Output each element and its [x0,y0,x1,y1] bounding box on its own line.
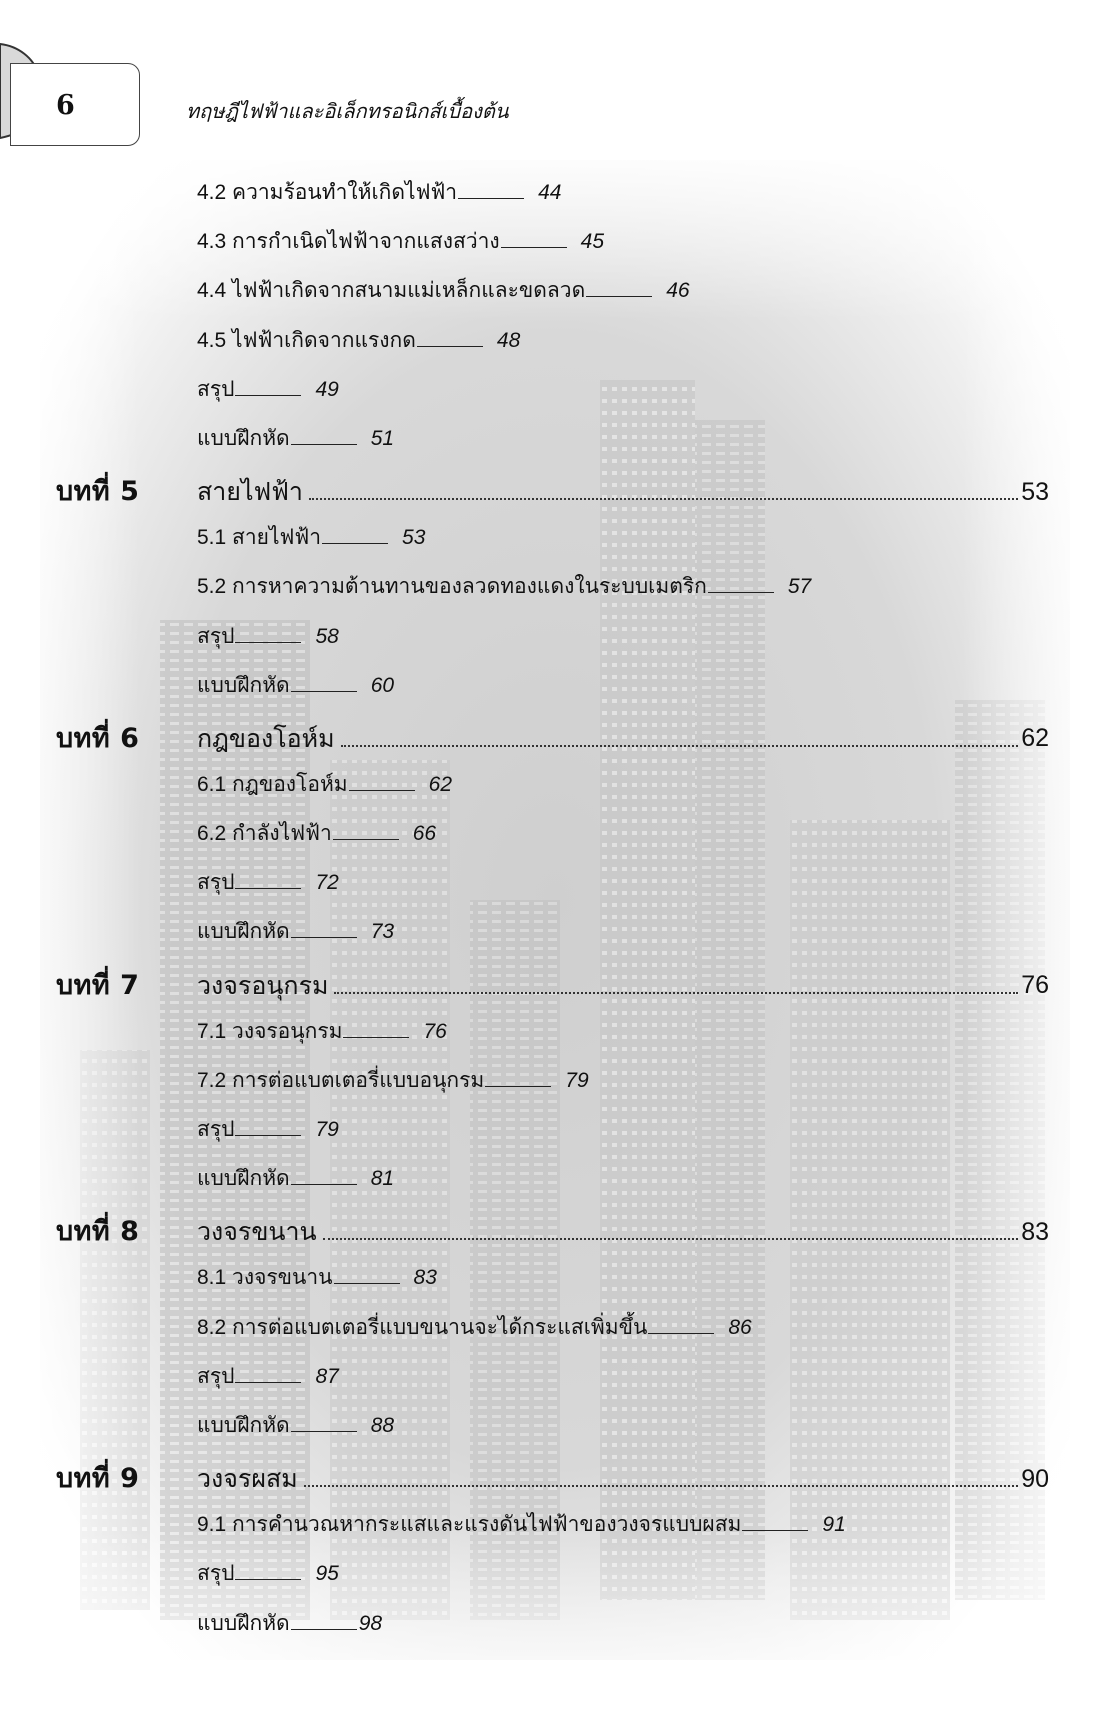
section-title: สรุป [197,624,235,648]
chapter-page-number: 90 [1021,1464,1049,1493]
section-page-number: 87 [315,1364,339,1388]
section-page-number: 91 [822,1513,846,1537]
section-page-number: 86 [728,1315,752,1339]
toc-section-row[interactable] [0,616,1102,665]
section-page-number: 49 [315,377,339,401]
section-page-number: 73 [370,920,395,944]
toc-section-row[interactable] [0,1553,1102,1602]
leader-line [417,345,483,347]
section-title: แบบฝึกหัด [197,1167,290,1191]
section-page-number: 62 [428,772,452,796]
chapter-label: บทที่ 9 [56,1463,140,1495]
dot-leader [304,1485,1018,1487]
toc-section-row[interactable] [0,418,1102,467]
leader-line [291,1628,357,1630]
section-page-number: 66 [412,822,437,846]
leader-line [501,246,567,248]
section-title: 6.2 กำลังไฟฟ้า [197,822,332,846]
chapter-page-number: 53 [1021,477,1049,506]
section-title: 5.2 การหาความต้านทานของลวดทองแดงในระบบเมตริก [197,575,707,599]
chapter-title: วงจรขนาน [197,1218,317,1247]
chapter-title: กฎของโอห์ม [197,724,335,753]
section-page-number: 60 [370,673,395,697]
leader-line [648,1332,714,1334]
section-page-number: 79 [565,1068,589,1092]
section-title: 4.2 ความร้อนทำให้เกิดไฟฟ้า [197,181,458,204]
section-page-number: 57 [787,575,812,599]
section-title: 7.1 วงจรอนุกรม [197,1019,343,1043]
section-page-number: 95 [315,1562,339,1586]
section-page-number: 51 [370,426,395,450]
section-page-number: 45 [580,230,605,254]
chapter-entry [197,1207,1049,1257]
section-title: 8.1 วงจรขนาน [197,1266,333,1290]
toc-section-row[interactable] [0,1257,1102,1306]
toc-section-row[interactable] [0,862,1102,911]
chapter-label: บทที่ 8 [56,1216,140,1248]
leader-line [458,197,524,199]
chapter-label: บทที่ 6 [56,722,140,754]
section-title: แบบฝึกหัด [197,673,290,697]
leader-line [334,1282,400,1284]
section-title: 7.2 การต่อแบตเตอรี่แบบอนุกรม [197,1068,485,1092]
toc-chapter-row[interactable] [0,1207,1102,1257]
section-title: แบบฝึกหัด [197,426,290,450]
toc-chapter-row[interactable] [0,961,1102,1011]
toc-section-row[interactable] [0,1405,1102,1454]
section-title: 4.3 การกำเนิดไฟฟ้าจากแสงสว่าง [197,230,500,254]
leader-line [235,641,301,643]
leader-line [343,1036,409,1038]
section-title: 5.1 สายไฟฟ้า [197,526,322,550]
dot-leader [334,992,1018,994]
toc-section-row[interactable] [0,221,1102,270]
section-title: 9.1 การคำนวณหากระแสและแรงดันไฟฟ้าของวงจรแบบผสม [197,1513,742,1537]
section-page-number: 46 [666,279,690,303]
toc-chapter-row[interactable] [0,467,1102,517]
section-title: 4.5 ไฟฟ้าเกิดจากแรงกด [197,328,416,352]
chapter-page-number: 83 [1021,1217,1049,1246]
section-page-number: 72 [315,871,339,895]
toc-section-row[interactable] [0,320,1102,369]
leader-line [485,1085,551,1087]
toc-section-row[interactable] [0,566,1102,615]
toc-section-row[interactable] [0,270,1102,319]
table-of-contents [0,172,1102,1652]
toc-section-row[interactable] [0,172,1102,221]
section-page-number: 81 [370,1167,395,1191]
chapter-title: วงจรผสม [197,1465,298,1494]
section-page-number: 76 [423,1019,447,1043]
section-title: แบบฝึกหัด [197,1611,290,1635]
section-title: สรุป [197,377,235,401]
dot-leader [341,745,1019,747]
chapter-entry [197,467,1049,517]
leader-line [291,443,357,445]
chapter-title: สายไฟฟ้า [197,478,303,507]
section-page-number: 48 [496,328,521,352]
toc-section-row[interactable] [0,665,1102,714]
chapter-entry [197,1454,1049,1504]
toc-chapter-row[interactable] [0,1454,1102,1504]
section-title: สรุป [197,1364,235,1388]
toc-section-row[interactable] [0,1060,1102,1109]
leader-line [235,1578,301,1580]
toc-section-row[interactable] [0,1307,1102,1356]
page-number: 6 [56,90,75,121]
leader-line [333,838,399,840]
section-title: แบบฝึกหัด [197,1413,290,1437]
toc-chapter-row[interactable] [0,714,1102,764]
toc-section-row[interactable] [0,1356,1102,1405]
chapter-label: บทที่ 5 [56,476,140,508]
section-title: 4.4 ไฟฟ้าเกิดจากสนามแม่เหล็กและขดลวด [197,279,586,303]
chapter-page-number: 62 [1021,724,1049,753]
leader-line [291,936,357,938]
section-title: แบบฝึกหัด [197,920,290,944]
toc-section-row[interactable] [0,1504,1102,1553]
chapter-page-number: 76 [1021,971,1049,1000]
section-page-number: 83 [413,1266,437,1290]
leader-line [322,542,388,544]
book-title: ทฤษฎีไฟฟ้าและอิเล็กทรอนิกส์เบื้องต้น [186,99,509,123]
leader-line [586,295,652,297]
leader-line [291,690,357,692]
leader-line [742,1529,808,1531]
toc-section-row[interactable] [0,911,1102,960]
leader-line [235,394,301,396]
chapter-entry [197,714,1049,764]
section-title: สรุป [197,1118,235,1141]
chapter-entry [197,961,1049,1011]
section-title: 6.1 กฎของโอห์ม [197,772,348,796]
toc-section-row[interactable] [0,1603,1102,1652]
leader-line [235,1381,301,1383]
toc-section-row[interactable] [0,813,1102,862]
dot-leader [323,1238,1019,1240]
toc-section-row[interactable] [0,764,1102,813]
section-page-number: 98 [358,1611,383,1635]
dot-leader [309,498,1018,500]
section-page-number: 53 [402,526,426,550]
toc-section-row[interactable] [0,1109,1102,1158]
section-page-number: 79 [315,1118,339,1141]
leader-line [235,1134,301,1136]
toc-section-row[interactable] [0,369,1102,418]
section-title: 8.2 การต่อแบตเตอรี่แบบขนานจะได้กระแสเพิ่มขึ้น [197,1315,648,1339]
section-title: สรุป [197,1562,235,1586]
leader-line [291,1430,357,1432]
leader-line [708,591,774,593]
toc-section-row[interactable] [0,1011,1102,1060]
leader-line [349,789,415,791]
section-title: สรุป [197,871,235,895]
page-number-tab [10,63,140,146]
section-page-number: 58 [315,624,339,648]
leader-line [291,1183,357,1185]
section-page-number: 44 [538,181,562,204]
section-page-number: 88 [370,1413,395,1437]
chapter-label: บทที่ 7 [56,969,140,1001]
leader-line [235,887,301,889]
chapter-title: วงจรอนุกรม [197,971,329,1000]
toc-section-row[interactable] [0,517,1102,566]
toc-section-row[interactable] [0,1158,1102,1207]
